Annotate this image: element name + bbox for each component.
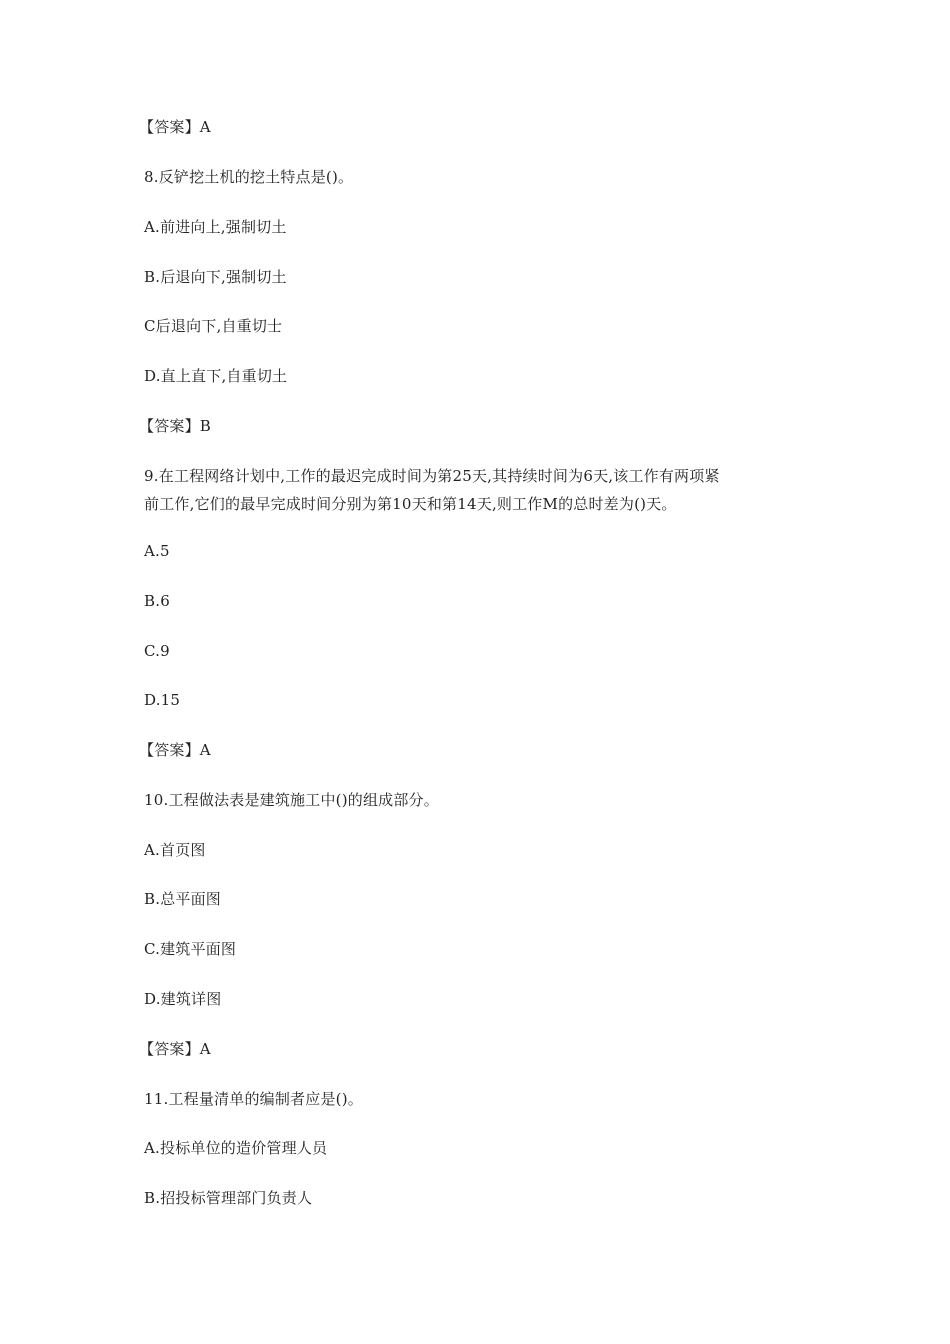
answer-label: 【答案】A — [139, 118, 211, 136]
q10-option-a: A.首页图 — [144, 841, 206, 859]
q9-option-d: D.15 — [144, 691, 181, 709]
q9-option-c: C.9 — [144, 642, 170, 660]
q10-option-c: C.建筑平面图 — [144, 940, 237, 958]
q8-option-d: D.直上直下,自重切土 — [144, 367, 288, 385]
q9-option-a: A.5 — [144, 542, 170, 560]
q10-answer: 【答案】A — [139, 1040, 211, 1058]
q9-option-b: B.6 — [144, 592, 170, 610]
question-10: 10.工程做法表是建筑施工中()的组成部分。 — [144, 791, 439, 809]
q9-answer: 【答案】A — [139, 741, 211, 759]
question-8: 8.反铲挖土机的挖土特点是()。 — [144, 168, 354, 186]
question-9-line1: 9.在工程网络计划中,工作的最迟完成时间为第25天,其持续时间为6天,该工作有两项紧 — [144, 467, 720, 485]
q11-option-b: B.招投标管理部门负责人 — [144, 1189, 313, 1207]
question-9-line2: 前工作,它们的最早完成时间分别为第10天和第14天,则工作M的总时差为()天。 — [144, 495, 677, 513]
q10-option-d: D.建筑详图 — [144, 990, 222, 1008]
q8-option-c: C后退向下,自重切士 — [144, 317, 283, 335]
q8-option-a: A.前进向上,强制切土 — [144, 218, 287, 236]
q8-option-b: B.后退向下,强制切土 — [144, 268, 287, 286]
q8-answer: 【答案】B — [139, 417, 212, 435]
question-11: 11.工程量清单的编制者应是()。 — [144, 1090, 363, 1108]
q11-option-a: A.投标单位的造价管理人员 — [144, 1139, 328, 1157]
q10-option-b: B.总平面图 — [144, 890, 221, 908]
